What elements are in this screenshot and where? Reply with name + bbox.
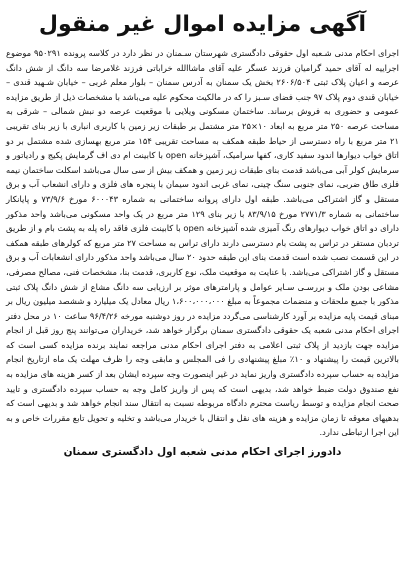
notice-signature: دادورز اجرای احکام مدنی شعبه اول دادگستری سمنان [63, 446, 342, 459]
notice-title: آگهی مزایده اموال غیر منقول [38, 12, 367, 37]
notice-body-text: اجرای احکام مدنی شـعبه اول حقوقی دادگستری شهرستان سـمنان در نظر دارد در کلاسه پرونده ۹۵۰۲۹۱ موضوع اجراییه له آقای حمید گرامیان فرزند عسگر علیه آقای ماشاالله خراباتی فرزند غلامرضا سه دانگ از شش دانگ عرصه و اعیان پلاک ثبتی ۲۶۰۶/۵۰۴ بخش یک سمنان به آدرس سمنان – بلوار معلم غربی – خیابان شـهید قندی – خیابان قندی دوم پلاک ۹۷ جنب فضای سـبز را که در مالکیت محکوم علیه می‌باشد با مشخصات ذیل از طریق مزایده عمومی و حضوری به فروش برساند. ساختمان مسکونی ویلایی با موقعیت عرصه دو نبش شمالی – شرقی به مساحت عرصه ۲۵۰ متر مربع به ابعاد ۱۰×۲۵ متر مشتمل بر طبقات زیر زمین با کاربری انباری با زیر بنای تقریبی ۲۱ متر مربع با راه دسترسی از حیاط طبقه همکف به مساحت تقریبی ۱۵۴ متر مربع بهسازی شده مشتمل بر دو اتاق خواب دیوارها اندود سفید کاری، کفها سرامیک، آشپزخانه open با کابینت ام دی اف گرمایش پکیج و رادیاتور و سرمایش کولر آبی می‌باشد قدمت بنای طبقات زیر زمین و همکف بیش از سی سال می‌باشد اسکلت ساختمان نیمه فلزی طاق ضربی، نمای جنوبی سنگ چینی، نمای غربی اندود سیمان با پنجره های فلزی و دارای انشعاب آب و برق مستقل و گاز اشتراکی می‌باشد. طبقه اول دارای پروانه ساختمانی به شماره ۶۰۰۰۴۳ مورخ ۷۳/۹/۶ و پایانکار ساختمانی به شماره ۲۷۷۱/۳ مورخ ۸۳/۹/۱۵ با زیر بنای ۱۲۹ متر مربع در یک واحد مسکونی می‌باشد واحد مذکور دارای دو اتاق خواب دیوارهای رنگ آمیزی شده آشپزخانه open با کابینت فلزی فاقد راه پله به پشت بام و از طریق تردبان مستقر در تراس به پشت بام دسترسی دارند دارای تراس به مساحت ۲۷ متر مربع که کولرهای طبقه همکف در این قسمت نصب شده است قدمت بنای این طبقه حدود ۲۰ سال می‌باشد واحد مذکور دارای انشعابات آب و برق مستقل و گاز اشتراکی می‌باشد. با عنایت به موقعیت ملک، نوع کاربری، قدمت بنا، مشخصات فنی، مصالح مصرفی، مشاعی بودن ملک و بررسـی سـایر عوامل و پارامترهای موثر بر ارزیابی سه دانگ مشاع از شش دانگ پلاک ثبتی مذکور با جمیع ملحقات و منضمات مجموعاً به مبلغ ۱،۶۰۰،۰۰۰،۰۰۰ ریال معادل یک میلیارد و ششصد میلیون ریال بر مبنای قیمت پایه مزایده بر آورد کارشناسی می‌گردد مزایده در روز دوشنبه مورخه ۹۶/۴/۲۶ ساعت ۱۰ در محل دفتر اجرای احکام مدنی شعبه یک حقوقی دادگستری سمنان برگزار خواهد شد، خریداران می‌توانند پنج روز قبل از انجام مزایده جهت بازدید از پلاک ثبتی اعلامی به دفتر اجرای احکام مدنی مراجعه نمایند برنده مزایده کسی است که بالاترین قیمت را پیشنهاد و ۱۰٪ مبلغ پیشنهادی را فی المجلس و مابقی وجه را ظرف مهلت یک ماه ازتاریخ انجام مزایده به حساب سپرده دادگستری واریز نماید در غیر اینصورت وجه سپرده ایشان بعد از کسر هزینه های مزایده به نفع صندوق دولت ضبط خواهد شد، بدیهی است که پس از واریز کامل وجه به حساب سپرده دادگستری و تایید صحت انجام مزایده و توسط ریاست محترم دادگاه مربوطه نسبت به انتقال سند انجام خواهد شد و بدیهی است که بدهیهای معوقه تا زمان مزایده و هزینه های نقل و انتقال با خریدار می‌باشد و تخلیه و تحویل تابع مقررات خاص و به این اجرا ارتباطی ندارد. [6, 48, 400, 438]
